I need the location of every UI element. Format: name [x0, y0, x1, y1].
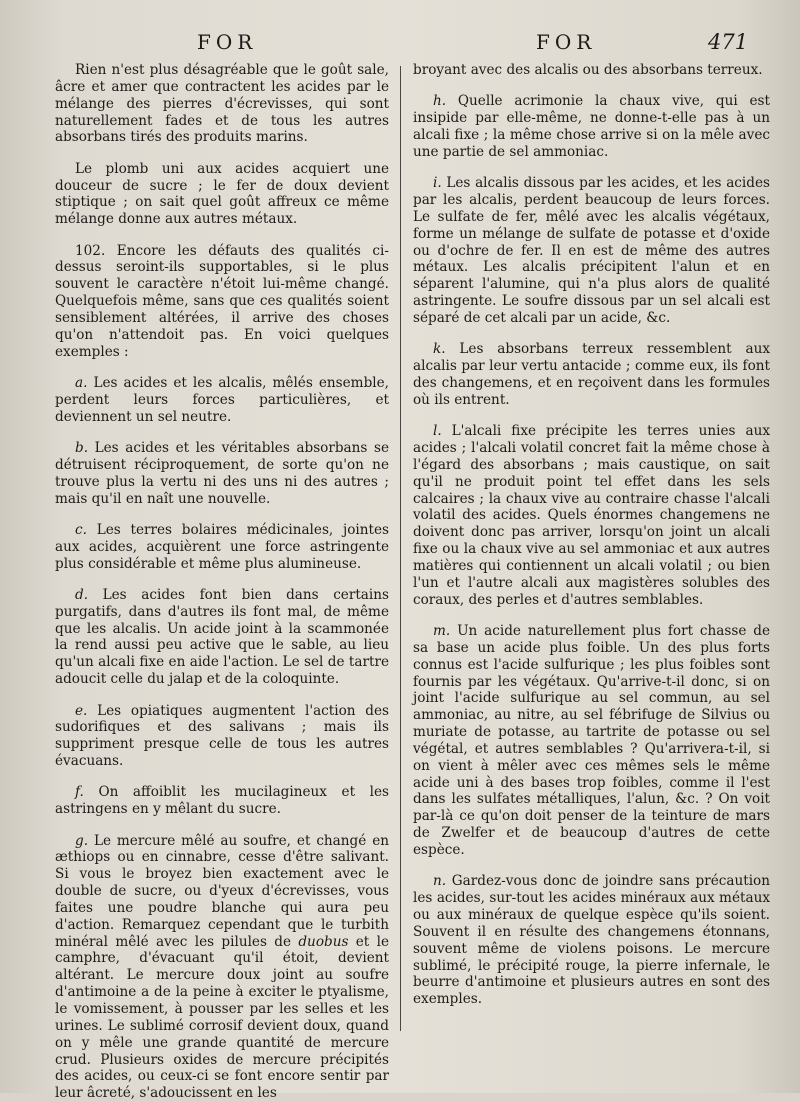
column-divider — [400, 66, 401, 1031]
item-k-letter: k. — [433, 341, 446, 358]
item-m-text: Un acide naturellement plus fort chasse de sa base un acide plus foible. Un des plus forts connus est l'acide sulfurique ; les plus foibles sont fournis par les végétaux. Qu'arrive-t-il donc, si on joint l'acide sulfurique au sel commun, au sel ammoniac, au nitre, au sel fébrifuge de Silvius ou muriate de potasse, au tartrite de potasse ou sel végétal, et autres semblables ? Qu'arrivera-t-il, si on vient à mêler avec ces mêmes sels le même acide uni à des bases trop foibles, comme il l'est dans les sulfates métalliques, l'alun, &c. ? On voit par-là ce qu'on doit penser de la teinture de mars de Zwelfer et de beaucoup d'autres de cette espèce. — [413, 622, 770, 858]
item-c-text: Les terres bolaires médicinales, jointes aux acides, acquièrent une force astringente plus considérable et même plus alumineuse. — [55, 521, 389, 572]
running-header — [0, 30, 800, 60]
item-g-text-1: Le mercure mêlé au soufre, et changé en æthiops ou en cinnabre, cesse d'être salivant. Si vous le broyez bien exactement avec le double de sucre, ou d'yeux d'écrevisses, vous faites une poudre blanche qui aura peu d'action. Remarquez cependant que le turbith minéral mêlé avec les pilules de — [55, 832, 389, 950]
paragraph-taste: Rien n'est plus désagréable que le goût sale, âcre et amer que contractent les acides par le mélange des pierres d'écrevisses, qui sont naturellement fades et de tous les autres absorbans tirés des produits marins. — [55, 62, 389, 146]
right-column — [413, 62, 770, 1008]
paragraph-continuation: broyant avec des alcalis ou des absorbans terreux. — [413, 62, 763, 78]
item-h-text: Quelle acrimonie la chaux vive, qui est insipide par elle-même, ne donne-t-elle pas à un alcali fixe ; la même chose arrive si on la mêle avec une partie de sel ammoniac. — [413, 93, 770, 160]
item-g-letter: g. — [75, 832, 89, 849]
item-f-letter: f. — [75, 784, 84, 801]
item-n-text: Gardez-vous donc de joindre sans précaution les acides, sur-tout les acides minéraux aux métaux ou aux minéraux de quelque espèce qu'ils soient. Souvent il en résulte des changemens étonnans, souvent même de violens poisons. Le mercure sublimé, le précipité rouge, la pierre infernale, le beurre d'antimoine et plusieurs autres en sont des exemples. — [413, 873, 770, 1008]
item-b — [55, 440, 389, 507]
item-e — [55, 703, 389, 770]
item-k-text: Les absorbans terreux ressemblent aux alcalis par leur vertu antacide ; comme eux, ils font des changemens, et en reçoivent dans les formules où ils entrent. — [413, 341, 770, 408]
item-e-text: Les opiatiques augmentent l'action des sudorifiques et des salivans ; mais ils suppriment presque celle de tous les autres évacuans. — [55, 702, 389, 770]
item-h — [413, 93, 770, 160]
item-d-letter: d. — [75, 586, 89, 603]
item-b-letter: b. — [75, 440, 89, 457]
item-i-text: Les alcalis dissous par les acides, et les acides par les alcalis, perdent beaucoup de leurs forces. Le sulfate de fer, mêlé avec les alcalis végétaux, forme un mélange de sulfate de potasse et d'oxide ou d'ochre de fer. Il en est de même des autres métaux. Les alcalis précipitent l'alun et en séparent l'alumine, qui n'a plus alors de qualité astringente. Le soufre dissous par un sel alcali est séparé de cet alcali par un acide, &c. — [413, 175, 770, 326]
item-c-letter: c. — [75, 521, 87, 538]
item-n — [413, 873, 770, 1008]
item-a-letter: a. — [75, 375, 88, 391]
item-l — [413, 423, 770, 608]
item-g-italic: duobus — [298, 933, 349, 950]
page-number: 471 — [708, 30, 749, 54]
item-g-text-2: et le camphre, d'évacuant qu'il étoit, devient altérant. Le mercure doux joint au soufre d'antimoine a de la peine à exciter le ptyalisme, le vomissement, à pousser par les selles et les urines. Le sublimé corrosif devient doux, quand on y mêle une grande quantité de mercure crud. Plusieurs oxides de mercure précipités des acides, ou ceux-ci se font encore sentir par leur âcreté, s'adoucissent en les — [55, 933, 389, 1102]
item-l-text: L'alcali fixe précipite les terres unies aux acides ; l'alcali volatil concret fait la même chose à l'égard des absorbans ; mais caustique, on sait qu'il ne produit point tel effet dans les sels calcaires ; la chaux vive au contraire chasse l'alcali volatil des acides. Quels énormes changemens ne doivent donc pas arriver, lorsqu'on joint un alcali fixe ou la chaux vive au sel ammoniac et aux autres matières qui contiennent un alcali volatil ; ou bien l'un et l'autre alcali aux magistères solubles des coraux, des perles et d'autres semblables. — [413, 423, 770, 608]
item-a-text: Les acides et les alcalis, mêlés ensemble, perdent leurs forces particulières, et deviennent un sel neutre. — [55, 375, 389, 425]
item-n-letter: n. — [433, 873, 447, 890]
item-d-text: Les acides font bien dans certains purgatifs, dans d'autres ils font mal, de même que les alcalis. Un acide joint à la scammonée la rend aussi peu active que le sable, au lieu qu'un alcali fixe en aide l'action. Le sel de tartre adoucit celle du jalap et de la coloquinte. — [55, 586, 389, 688]
item-a — [55, 375, 389, 426]
header-right-title: FOR — [536, 30, 597, 54]
item-m — [413, 623, 770, 859]
item-f-text: On affoiblit les mucilagineux et les astringens en y mêlant du sucre. — [55, 784, 389, 818]
item-f — [55, 784, 389, 818]
item-i-letter: i. — [433, 175, 442, 192]
item-c — [55, 522, 389, 573]
paragraph-lead: Le plomb uni aux acides acquiert une douceur de sucre ; le fer de doux devient stiptique ; on sait quel goût affreux ce même mélange donne aux autres métaux. — [55, 160, 389, 228]
item-m-letter: m. — [433, 622, 451, 639]
left-column — [55, 62, 389, 1102]
item-l-letter: l. — [433, 423, 442, 440]
item-e-letter: e. — [75, 702, 88, 719]
item-h-letter: h. — [433, 93, 447, 110]
item-d — [55, 587, 389, 688]
item-b-text: Les acides et les véritables absorbans se détruisent réciproquement, de sorte qu'on ne trouve plus la vertu ni des uns ni des autres ; mais qu'il en naît une nouvelle. — [55, 440, 389, 507]
item-k — [413, 341, 770, 408]
paragraph-102: 102. Encore les défauts des qualités ci-dessus seroint-ils supportables, si le plus souvent le caractère n'étoit lui-même changé. Quelquefois même, sans que ces qualités soient sensiblement altérées, il arrive des choses qu'on n'attendoit pas. En voici quelques exemples : — [55, 242, 389, 360]
item-i — [413, 175, 770, 327]
header-left-title: FOR — [197, 30, 258, 54]
item-g — [55, 833, 389, 1102]
